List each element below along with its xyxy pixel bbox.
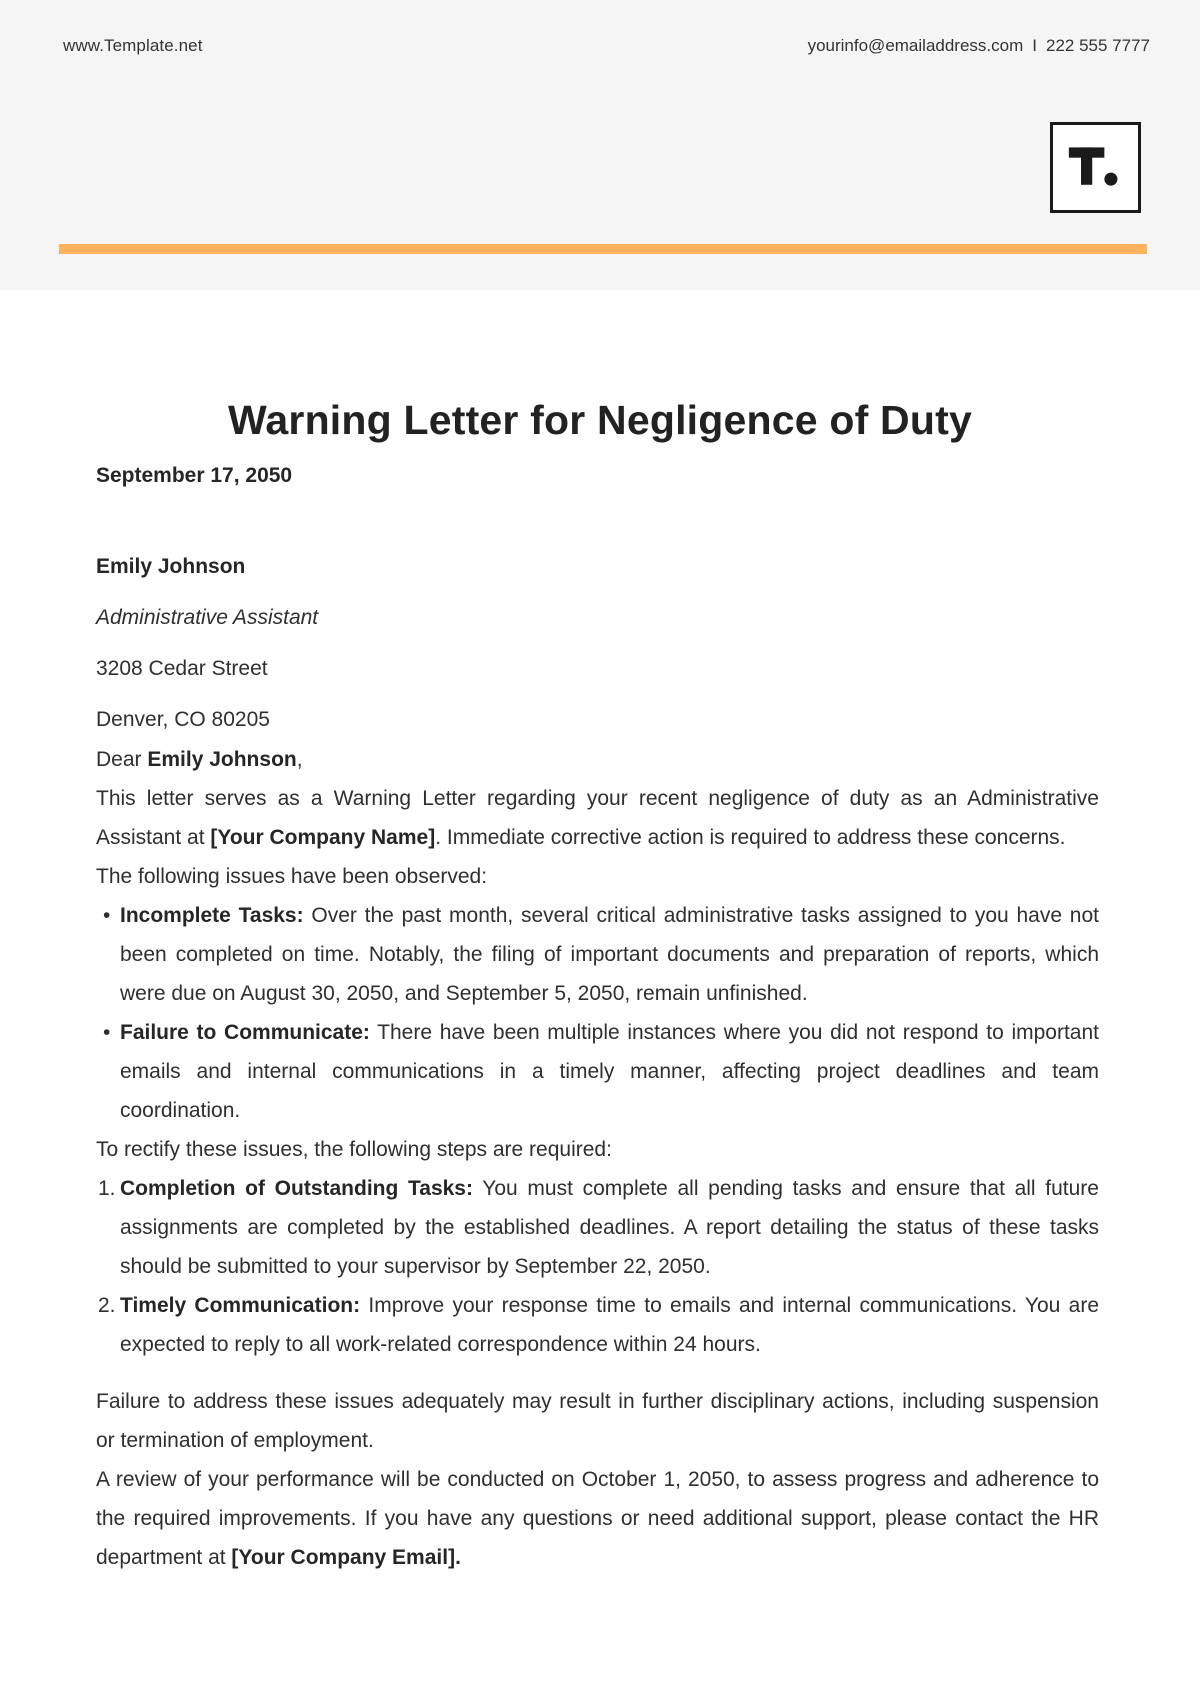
- consequence-paragraph: Failure to address these issues adequately may result in further disciplinary actions, including suspension or termination of employment.: [96, 1390, 1099, 1452]
- issue-label: Failure to Communicate:: [120, 1021, 370, 1044]
- issue-label: Incomplete Tasks:: [120, 904, 304, 927]
- recipient-role: Administrative Assistant: [96, 606, 319, 629]
- company-email-placeholder: [Your Company Email]: [231, 1546, 456, 1569]
- review-text: A review of your performance will be conducted on October 1, 2050, to assess progress and adherence to the required improvements. If you have any questions or need additional support, please contact the HR department at: [96, 1468, 1099, 1569]
- letter-body: [96, 390, 1099, 1577]
- bullet-icon: •: [103, 904, 111, 927]
- list-item: [96, 896, 1099, 1013]
- recipient-city: Denver, CO 80205: [96, 708, 270, 731]
- template-t-logo-icon: [1050, 122, 1141, 213]
- step-text: Improve your response time to emails and internal communications. You are expected to reply to all work-related correspondence within 24 hours.: [120, 1294, 1099, 1356]
- website-link[interactable]: www.Template.net: [63, 36, 203, 55]
- letterhead: [0, 0, 1200, 290]
- step-label: Completion of Outstanding Tasks:: [120, 1177, 473, 1200]
- step-text: You must complete all pending tasks and ensure that all future assignments are completed by the established deadlines. A report detailing the status of these tasks should be submitted to your supervisor by September 22, 2050.: [120, 1177, 1099, 1278]
- review-paragraph: [96, 1460, 1099, 1577]
- issue-text: Over the past month, several critical administrative tasks assigned to you have not been completed on time. Notably, the filing of important documents and preparation of reports, which were due on August 30, 2050, and September 5, 2050, remain unfinished.: [120, 904, 1099, 1005]
- letter-title: Warning Letter for Negligence of Duty: [228, 397, 972, 443]
- contact-separator: I: [1032, 36, 1037, 55]
- greeting-prefix: Dear: [96, 748, 148, 771]
- recipient-street: 3208 Cedar Street: [96, 657, 268, 680]
- accent-divider: [59, 244, 1147, 254]
- steps-lead: To rectify these issues, the following steps are required:: [96, 1138, 612, 1161]
- contact-phone[interactable]: 222 555 7777: [1046, 36, 1150, 55]
- intro-text-end: . Immediate corrective action is required to address these concerns.: [435, 826, 1066, 849]
- recipient-name: Emily Johnson: [96, 555, 246, 578]
- bullet-icon: •: [103, 1021, 111, 1044]
- greeting-suffix: ,: [296, 748, 303, 771]
- intro-paragraph: [96, 779, 1099, 857]
- step-label: Timely Communication:: [120, 1294, 361, 1317]
- steps-list: [96, 1169, 1099, 1364]
- list-item: [96, 1286, 1099, 1364]
- issue-text: There have been multiple instances where you did not respond to important emails and internal communications in a timely manner, affecting project deadlines and team coordination.: [120, 1021, 1099, 1122]
- contact-email[interactable]: yourinfo@emailaddress.com: [807, 36, 1024, 55]
- contact-info: [808, 36, 1150, 56]
- list-item: [96, 1169, 1099, 1286]
- greeting-name: Emily Johnson: [147, 748, 297, 771]
- step-number: 2.: [98, 1294, 116, 1317]
- letter-date: September 17, 2050: [96, 464, 293, 487]
- company-name-placeholder: [Your Company Name]: [210, 826, 436, 849]
- list-item: [96, 1013, 1099, 1130]
- step-number: 1.: [98, 1177, 116, 1200]
- issues-list: [96, 896, 1099, 1130]
- review-text-end: .: [455, 1546, 461, 1569]
- greeting: [96, 740, 1099, 779]
- issues-lead: The following issues have been observed:: [96, 865, 488, 888]
- intro-text: This letter serves as a Warning Letter regarding your recent negligence of duty as an Administrative Assistant at: [96, 787, 1099, 849]
